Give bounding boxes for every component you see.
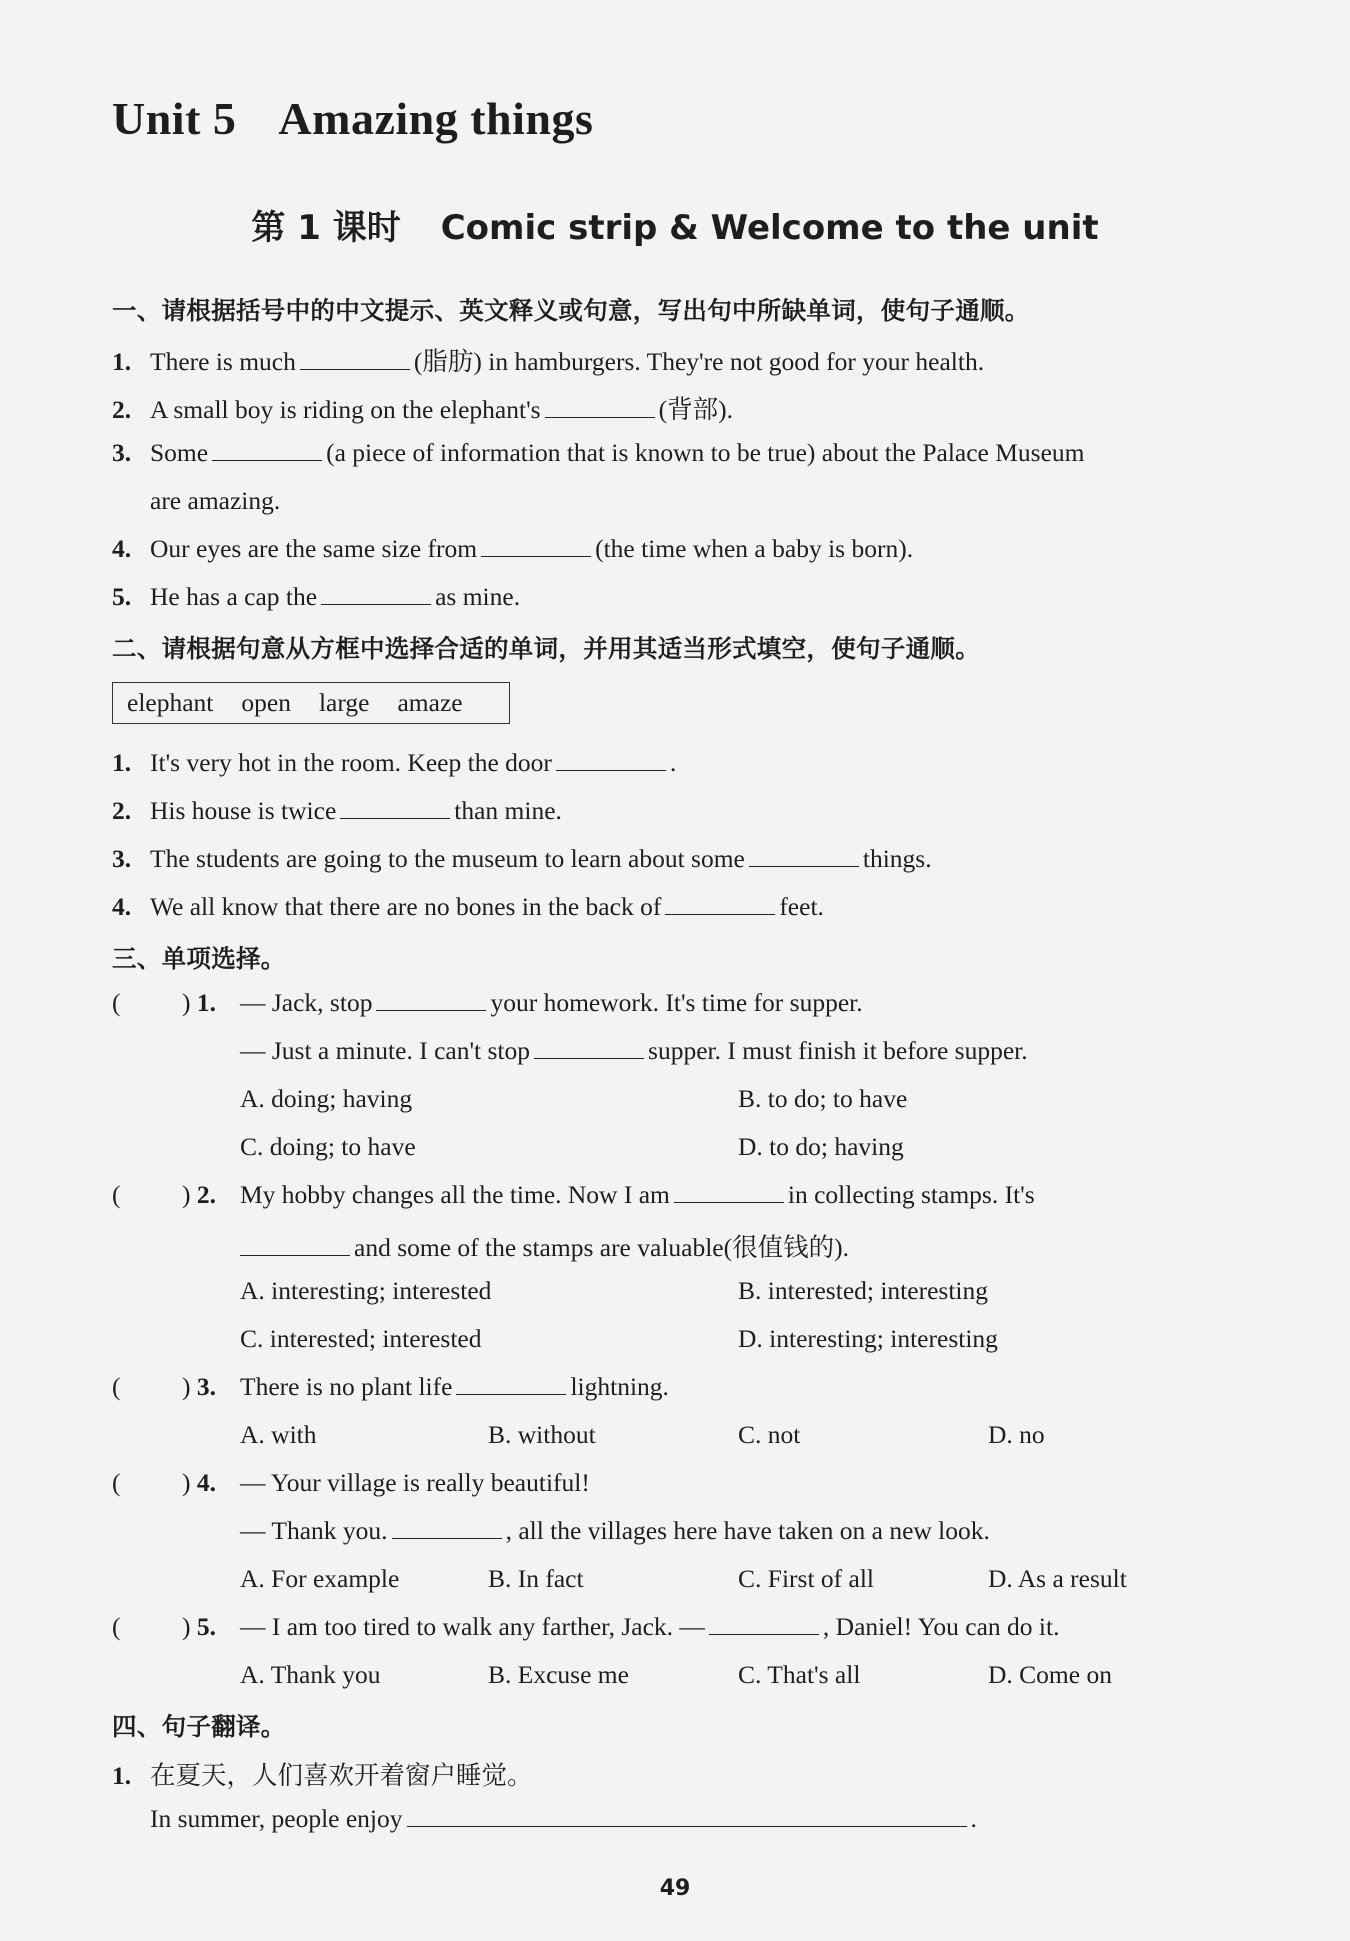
q5-option-a[interactable]: A. Thank you: [240, 1660, 381, 1689]
q1-option-a[interactable]: A. doing; having: [240, 1084, 413, 1113]
q4-option-a[interactable]: A. For example: [240, 1564, 400, 1593]
answer-blank[interactable]: [534, 1036, 644, 1059]
q3-option-c[interactable]: C. not: [738, 1420, 801, 1449]
answer-bracket-open[interactable]: (: [112, 1372, 121, 1401]
answer-blank[interactable]: [556, 748, 666, 771]
q4-line-2: — Thank you. , all the villages here have taken on a new look.: [240, 1516, 990, 1545]
answer-blank[interactable]: [749, 844, 859, 867]
q3-line-1: There is no plant life lightning.: [240, 1372, 669, 1401]
q4-line-1: — Your village is really beautiful!: [240, 1468, 590, 1497]
s1-item-3: 3. Some (a piece of information that is known to be true) about the Palace Museum: [112, 438, 1085, 467]
lesson-number: 第 1 课时: [251, 208, 401, 248]
unit-number: Unit 5: [112, 93, 237, 144]
lesson-name: Comic strip & Welcome to the unit: [440, 208, 1099, 248]
page-number: 49: [659, 1876, 691, 1901]
q4-option-d[interactable]: D. As a result: [988, 1564, 1127, 1593]
q4-number: ) 4.: [182, 1468, 216, 1497]
q2-option-c[interactable]: C. interested; interested: [240, 1324, 482, 1353]
q3-option-b[interactable]: B. without: [488, 1420, 596, 1449]
s2-item-2: 2. His house is twice than mine.: [112, 796, 562, 825]
q5-option-d[interactable]: D. Come on: [988, 1660, 1112, 1689]
q2-number: ) 2.: [182, 1180, 216, 1209]
section-4-heading: 四、句子翻译。: [112, 1712, 286, 1741]
q3-option-a[interactable]: A. with: [240, 1420, 317, 1449]
answer-blank[interactable]: [481, 534, 591, 557]
q5-number: ) 5.: [182, 1612, 216, 1641]
answer-bracket-open[interactable]: (: [112, 1180, 121, 1209]
answer-blank[interactable]: [340, 796, 450, 819]
word-box: [112, 682, 510, 724]
answer-bracket-open[interactable]: (: [112, 988, 121, 1017]
q4-option-c[interactable]: C. First of all: [738, 1564, 875, 1593]
lesson-title: [0, 200, 1350, 249]
q5-line-1: — I am too tired to walk any farther, Jack. — , Daniel! You can do it.: [240, 1612, 1060, 1641]
q2-option-a[interactable]: A. interesting; interested: [240, 1276, 492, 1305]
q2-line-2: and some of the stamps are valuable(很值钱的).: [240, 1228, 849, 1264]
unit-title: [112, 92, 593, 145]
section-2-heading: 二、请根据句意从方框中选择合适的单词，并用其适当形式填空，使句子通顺。: [112, 634, 980, 663]
answer-blank[interactable]: [321, 582, 431, 605]
q5-option-c[interactable]: C. That's all: [738, 1660, 861, 1689]
answer-blank[interactable]: [545, 395, 655, 418]
s2-item-3: 3. The students are going to the museum to learn about some things.: [112, 844, 932, 873]
q2-option-b[interactable]: B. interested; interesting: [738, 1276, 988, 1305]
s1-item-4: 4. Our eyes are the same size from (the time when a baby is born).: [112, 534, 914, 563]
word-option: elephant: [127, 688, 214, 717]
unit-name: Amazing things: [278, 93, 594, 144]
answer-bracket-open[interactable]: (: [112, 1468, 121, 1497]
s1-item-2: 2. A small boy is riding on the elephant's (背部).: [112, 395, 733, 424]
q1-option-b[interactable]: B. to do; to have: [738, 1084, 908, 1113]
q1-number: ) 1.: [182, 988, 216, 1017]
section-1-heading: 一、请根据括号中的中文提示、英文释义或句意，写出句中所缺单词，使句子通顺。: [112, 296, 1030, 325]
answer-blank[interactable]: [392, 1516, 502, 1539]
answer-blank[interactable]: [709, 1612, 819, 1635]
q2-option-d[interactable]: D. interesting; interesting: [738, 1324, 998, 1353]
q1-option-c[interactable]: C. doing; to have: [240, 1132, 416, 1161]
answer-blank[interactable]: [456, 1372, 566, 1395]
answer-blank[interactable]: [300, 347, 410, 370]
s1-item-1: 1. There is much (脂肪) in hamburgers. They're not good for your health.: [112, 347, 985, 376]
answer-blank[interactable]: [665, 892, 775, 915]
q3-number: ) 3.: [182, 1372, 216, 1401]
s2-item-4: 4. We all know that there are no bones in the back of feet.: [112, 892, 824, 921]
s2-item-1: 1. It's very hot in the room. Keep the door .: [112, 748, 677, 777]
answer-blank[interactable]: [240, 1233, 350, 1256]
word-option: large: [318, 688, 370, 717]
q5-option-b[interactable]: B. Excuse me: [488, 1660, 629, 1689]
word-option: open: [241, 688, 291, 717]
word-option: amaze: [397, 688, 463, 717]
q1-option-d[interactable]: D. to do; having: [738, 1132, 904, 1161]
section-3-heading: 三、单项选择。: [112, 944, 286, 973]
answer-bracket-open[interactable]: (: [112, 1612, 121, 1641]
s4-item-1-chinese: 1. 在夏天，人们喜欢开着窗户睡觉。: [112, 1761, 533, 1790]
s1-item-5: 5. He has a cap the as mine.: [112, 582, 521, 611]
q2-line-1: My hobby changes all the time. Now I am in collecting stamps. It's: [240, 1180, 1035, 1209]
s4-item-1-english: In summer, people enjoy .: [150, 1804, 977, 1833]
q4-option-b[interactable]: B. In fact: [488, 1564, 584, 1593]
answer-blank[interactable]: [674, 1180, 784, 1203]
q3-option-d[interactable]: D. no: [988, 1420, 1045, 1449]
q1-line-1: — Jack, stop your homework. It's time for supper.: [240, 988, 863, 1017]
translation-blank[interactable]: [407, 1804, 967, 1827]
answer-blank[interactable]: [212, 438, 322, 461]
q1-line-2: — Just a minute. I can't stop supper. I must finish it before supper.: [240, 1036, 1028, 1065]
answer-blank[interactable]: [376, 988, 486, 1011]
s1-item-3-cont: are amazing.: [150, 486, 281, 515]
